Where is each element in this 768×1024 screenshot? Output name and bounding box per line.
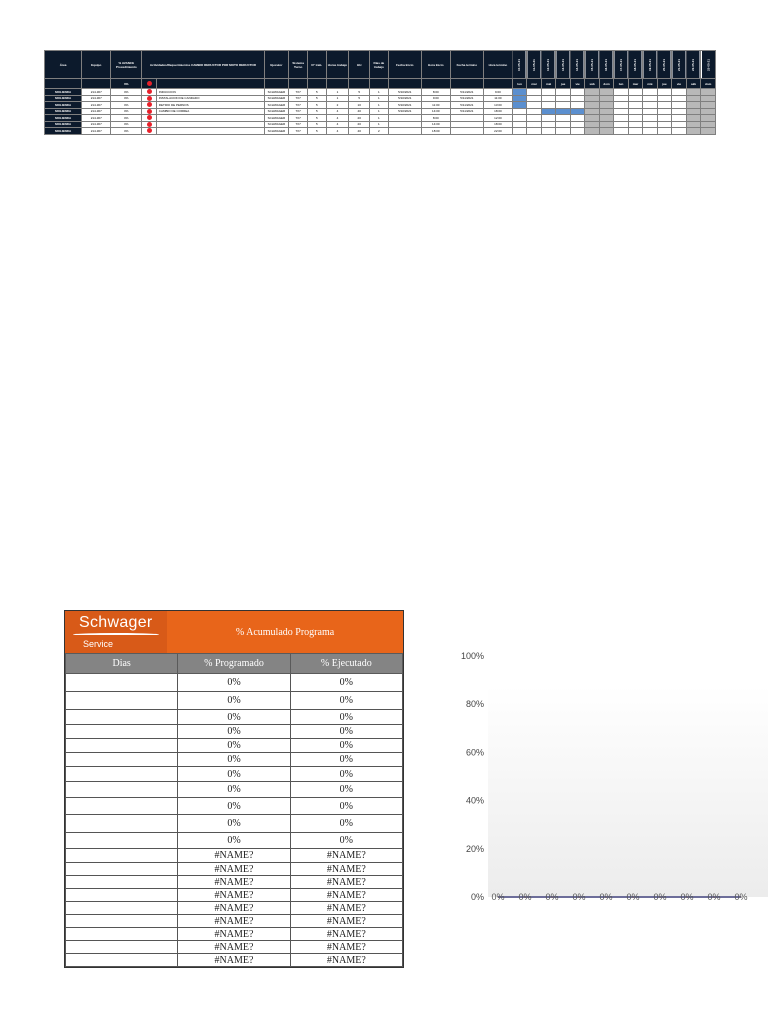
gantt-date-0: 10-05-21 — [512, 51, 526, 79]
gantt-cell-area: MOLIENDA — [45, 89, 82, 96]
acumulado-chart — [440, 640, 768, 910]
status-dot-icon — [147, 109, 152, 114]
y-tick-label: 80% — [465, 699, 484, 710]
gantt-cell-ft: 5/11/2021 — [450, 95, 483, 102]
acumulado-cell — [66, 863, 178, 876]
gantt-cell-ht: 18:00 — [483, 108, 512, 115]
acumulado-cell: 0% — [178, 767, 290, 782]
status-dot-icon — [147, 122, 152, 127]
gantt-cell-hi: 14:00 — [421, 108, 450, 115]
acumulado-row — [66, 815, 403, 833]
gantt-cell-hh: 5 — [349, 89, 370, 96]
gantt-row — [45, 128, 716, 135]
gantt-day-cell — [585, 128, 599, 135]
gantt-weekday-4: vie — [570, 79, 584, 89]
gantt-cell-hi: 8:00 — [421, 89, 450, 96]
data-label: 0% — [653, 892, 667, 902]
data-label: 0% — [680, 892, 694, 902]
acumulado-row — [66, 753, 403, 767]
acumulado-cell: #NAME? — [290, 915, 402, 928]
gantt-day-cell — [512, 128, 526, 135]
col-programado: % Programado — [178, 654, 290, 674]
gantt-cell-pct: 0% — [111, 95, 142, 102]
gantt-date-13: 23-05-21 — [701, 51, 716, 79]
gantt-cell-turno: 7X7 — [289, 102, 308, 109]
gantt-date-10: 20-05-21 — [657, 51, 671, 79]
acumulado-cell — [66, 941, 178, 954]
acumulado-cell — [66, 767, 178, 782]
acumulado-cell — [66, 815, 178, 833]
acumulado-cell: 0% — [178, 674, 290, 692]
acumulado-cell — [66, 889, 178, 902]
gantt-cell-ejec: SCHWAGER — [264, 108, 289, 115]
acumulado-cell: #NAME? — [178, 915, 290, 928]
acumulado-cell: #NAME? — [290, 849, 402, 863]
acumulado-cell: #NAME? — [290, 954, 402, 967]
gantt-cell-area: MOLIENDA — [45, 108, 82, 115]
acumulado-row — [66, 739, 403, 753]
gantt-day-cell — [570, 128, 584, 135]
acumulado-cell: 0% — [178, 753, 290, 767]
gantt-cell-area: MOLIENDA — [45, 121, 82, 128]
acumulado-cell: 0% — [178, 798, 290, 815]
gantt-cell-dias: 2 — [370, 128, 389, 135]
gantt-cell-ht: 11:00 — [483, 95, 512, 102]
gantt-date-8: 18-05-21 — [628, 51, 642, 79]
acumulado-title: % Acumulado Programa — [167, 611, 403, 653]
gantt-cell-turno: 7X7 — [289, 95, 308, 102]
data-label: 0% — [491, 892, 505, 902]
acumulado-row — [66, 833, 403, 849]
gantt-cell-ntrab: 5 — [307, 128, 326, 135]
data-label: 0% — [572, 892, 586, 902]
acumulado-row — [66, 889, 403, 902]
acumulado-cell — [66, 782, 178, 798]
acumulado-row — [66, 798, 403, 815]
gantt-day-cell — [541, 128, 555, 135]
gantt-cell-ht: 13:00 — [483, 102, 512, 109]
acumulado-cell: 0% — [290, 710, 402, 725]
gantt-header-8: HH — [349, 51, 370, 79]
acumulado-cell: 0% — [290, 753, 402, 767]
gantt-cell-dias: 1 — [370, 95, 389, 102]
gantt-cell-ejec: SCHWAGER — [264, 102, 289, 109]
gantt-day-cell — [614, 128, 628, 135]
gantt-header-6: N° trab. — [307, 51, 326, 79]
gantt-cell-ht: 12:00 — [483, 115, 512, 122]
gantt-cell-fi: 5/10/2021 — [388, 89, 421, 96]
data-label: 0% — [545, 892, 559, 902]
acumulado-cell — [66, 928, 178, 941]
gantt-cell-dias: 1 — [370, 89, 389, 96]
gantt-weekday-7: lun — [614, 79, 628, 89]
gantt-cell-horas: 4 — [326, 128, 349, 135]
gantt-cell-fi: 5/10/2021 — [388, 102, 421, 109]
gantt-date-2: 12-05-21 — [541, 51, 555, 79]
gantt-cell-dias: 1 — [370, 108, 389, 115]
gantt-date-5: 15-05-21 — [585, 51, 599, 79]
data-label: 0% — [707, 892, 721, 902]
y-tick-label: 0% — [470, 892, 484, 902]
gantt-cell-ntrab: 5 — [307, 89, 326, 96]
gantt-cell-fi: 5/10/2021 — [388, 95, 421, 102]
data-label: 0% — [626, 892, 640, 902]
gantt-cell-ntrab: 5 — [307, 108, 326, 115]
acumulado-row — [66, 863, 403, 876]
acumulado-cell: 0% — [290, 833, 402, 849]
gantt-cell-area: MOLIENDA — [45, 95, 82, 102]
gantt-cell-horas: 4 — [326, 115, 349, 122]
acumulado-cell — [66, 710, 178, 725]
gantt-date-6: 16-05-21 — [599, 51, 613, 79]
gantt-cell-fi: 5/10/2021 — [388, 108, 421, 115]
acumulado-cell: 0% — [178, 815, 290, 833]
gantt-cell-hi: 18:00 — [421, 128, 450, 135]
gantt-cell-turno: 7X7 — [289, 121, 308, 128]
acumulado-cell: 0% — [178, 782, 290, 798]
gantt-cell-hi: 8:00 — [421, 115, 450, 122]
gantt-cell-equipo: 214-307 — [82, 108, 111, 115]
acumulado-cell: #NAME? — [178, 941, 290, 954]
acumulado-cell — [66, 849, 178, 863]
gantt-cell-ejec: SCHWAGER — [264, 89, 289, 96]
acumulado-cell: #NAME? — [178, 889, 290, 902]
acumulado-row — [66, 674, 403, 692]
acumulado-row — [66, 941, 403, 954]
gantt-header-0: Área — [45, 51, 82, 79]
gantt-weekday-9: mié — [643, 79, 657, 89]
gantt-cell-turno: 7X7 — [289, 115, 308, 122]
gantt-cell-act: CAMBIO DE CORREA — [156, 108, 264, 115]
gantt-weekday-8: mar — [628, 79, 642, 89]
gantt-cell-hi: 9:00 — [421, 95, 450, 102]
acumulado-cell: 0% — [178, 692, 290, 710]
gantt-cell-ntrab: 5 — [307, 95, 326, 102]
y-tick-label: 40% — [465, 795, 484, 806]
acumulado-row — [66, 692, 403, 710]
acumulado-cell: #NAME? — [178, 954, 290, 967]
gantt-day-cell — [599, 128, 613, 135]
gantt-cell-equipo: 214-307 — [82, 95, 111, 102]
acumulado-row — [66, 725, 403, 739]
gantt-cell-ejec: SCHWAGER — [264, 121, 289, 128]
acumulado-row — [66, 767, 403, 782]
acumulado-cell — [66, 798, 178, 815]
gantt-weekday-13: dom — [701, 79, 716, 89]
acumulado-row — [66, 928, 403, 941]
y-tick-label: 100% — [460, 651, 484, 661]
acumulado-cell — [66, 902, 178, 915]
gantt-date-7: 17-05-21 — [614, 51, 628, 79]
gantt-weekday-0: lun — [512, 79, 526, 89]
gantt-cell-dias: 1 — [370, 115, 389, 122]
gantt-cell-horas: 2 — [326, 102, 349, 109]
gantt-cell-ejec: SCHWAGER — [264, 128, 289, 135]
gantt-weekday-12: sáb — [686, 79, 700, 89]
gantt-cell-pct: 0% — [111, 89, 142, 96]
acumulado-row — [66, 710, 403, 725]
acumulado-table — [64, 610, 404, 968]
acumulado-cell: 0% — [178, 739, 290, 753]
gantt-weekday-5: sáb — [585, 79, 599, 89]
acumulado-cell — [66, 915, 178, 928]
status-dot-icon — [147, 81, 152, 86]
acumulado-cell — [66, 833, 178, 849]
gantt-sheet — [44, 50, 716, 135]
gantt-header-13: Hora termino — [483, 51, 512, 79]
gantt-cell-act: INSTALACION DE CANDADO — [156, 95, 264, 102]
gantt-day-cell — [657, 128, 671, 135]
acumulado-cell: 0% — [290, 692, 402, 710]
gantt-weekday-2: mié — [541, 79, 555, 89]
acumulado-cell: 0% — [290, 815, 402, 833]
gantt-date-3: 13-05-21 — [556, 51, 570, 79]
gantt-header-1: Equipo — [82, 51, 111, 79]
gantt-day-cell — [686, 128, 700, 135]
gantt-cell-horas: 1 — [326, 95, 349, 102]
gantt-cell-ht: 9:00 — [483, 89, 512, 96]
gantt-header-4: Ejecutor — [264, 51, 289, 79]
gantt-date-9: 19-05-21 — [643, 51, 657, 79]
acumulado-cell: 0% — [290, 767, 402, 782]
col-dias: Dias — [66, 654, 178, 674]
acumulado-cell: #NAME? — [178, 849, 290, 863]
gantt-cell-pct: 0% — [111, 115, 142, 122]
gantt-cell-hh: 40 — [349, 108, 370, 115]
gantt-cell-equipo: 214-307 — [82, 89, 111, 96]
gantt-cell-pct: 0% — [111, 102, 142, 109]
gantt-day-cell — [556, 128, 570, 135]
gantt-cell-ejec: SCHWAGER — [264, 115, 289, 122]
acumulado-cell: #NAME? — [178, 876, 290, 889]
data-label: 0% — [734, 892, 748, 902]
gantt-cell-pct: 0% — [111, 128, 142, 135]
gantt-cell-act — [156, 128, 264, 135]
gantt-cell-ntrab: 5 — [307, 115, 326, 122]
data-label: 0% — [518, 892, 532, 902]
col-ejecutado: % Ejecutado — [290, 654, 402, 674]
schwager-logo: Schwager Service — [65, 611, 167, 653]
acumulado-row — [66, 849, 403, 863]
gantt-cell-hi: 11:00 — [421, 102, 450, 109]
gantt-cell-turno: 7X7 — [289, 128, 308, 135]
gantt-cell-horas: 4 — [326, 121, 349, 128]
gantt-cell-equipo: 214-307 — [82, 121, 111, 128]
acumulado-cell: #NAME? — [290, 902, 402, 915]
acumulado-banner — [65, 611, 403, 653]
status-dot-icon — [147, 115, 152, 120]
gantt-cell-hh: 5 — [349, 95, 370, 102]
acumulado-cell: 0% — [178, 833, 290, 849]
gantt-cell-ntrab: 5 — [307, 102, 326, 109]
gantt-day-cell — [672, 128, 686, 135]
gantt-header-9: Días de trabajo — [370, 51, 389, 79]
status-dot-icon — [147, 102, 152, 107]
acumulado-row — [66, 954, 403, 967]
acumulado-cell: #NAME? — [290, 941, 402, 954]
gantt-cell-pct: 0% — [111, 121, 142, 128]
y-tick-label: 60% — [465, 747, 484, 758]
status-dot-icon — [147, 96, 152, 101]
gantt-header-2: % AVANCE Procedimiento — [111, 51, 142, 79]
acumulado-cell: 0% — [290, 739, 402, 753]
gantt-weekday-10: jue — [657, 79, 671, 89]
gantt-cell-area: MOLIENDA — [45, 128, 82, 135]
gantt-cell-area: MOLIENDA — [45, 102, 82, 109]
gantt-weekday-1: mar — [527, 79, 541, 89]
gantt-cell-equipo: 214-307 — [82, 102, 111, 109]
acumulado-row — [66, 902, 403, 915]
plot-area — [488, 686, 768, 897]
gantt-header-11: Hora Inicio — [421, 51, 450, 79]
gantt-weekday-11: vie — [672, 79, 686, 89]
gantt-cell-ft: 5/11/2021 — [450, 102, 483, 109]
gantt-day-cell — [701, 128, 716, 135]
gantt-date-11: 21-05-21 — [672, 51, 686, 79]
acumulado-cell: #NAME? — [290, 889, 402, 902]
gantt-date-4: 14-05-21 — [570, 51, 584, 79]
acumulado-cell: 0% — [178, 710, 290, 725]
gantt-cell-dias: 1 — [370, 102, 389, 109]
gantt-date-1: 11-05-21 — [527, 51, 541, 79]
acumulado-cell: 0% — [178, 725, 290, 739]
gantt-cell-act: RETIRO DE PERNOS — [156, 102, 264, 109]
acumulado-cell — [66, 954, 178, 967]
gantt-cell-ft: 5/11/2021 — [450, 108, 483, 115]
gantt-cell-area: MOLIENDA — [45, 115, 82, 122]
acumulado-cell: #NAME? — [290, 928, 402, 941]
gantt-cell-horas: 4 — [326, 108, 349, 115]
gantt-cell-pct: 0% — [111, 108, 142, 115]
gantt-header-7: Horas trabajo — [326, 51, 349, 79]
gantt-header-12: Fecha termino — [450, 51, 483, 79]
acumulado-row — [66, 876, 403, 889]
acumulado-cell: 0% — [290, 725, 402, 739]
gantt-cell-ht: 22:00 — [483, 128, 512, 135]
gantt-cell-act: INDUCCION — [156, 89, 264, 96]
gantt-weekday-6: dom — [599, 79, 613, 89]
gantt-cell-turno: 7X7 — [289, 108, 308, 115]
gantt-cell-ht: 18:00 — [483, 121, 512, 128]
gantt-cell-hh: 10 — [349, 102, 370, 109]
gantt-header-3: Actividades/Requerimientos CAMBIO REDUCTOR POR MOTO REDUCTOR — [142, 51, 264, 79]
acumulado-cell: 0% — [290, 782, 402, 798]
gantt-cell-fi — [388, 128, 421, 135]
acumulado-cell: #NAME? — [178, 902, 290, 915]
gantt-cell-equipo: 214-307 — [82, 128, 111, 135]
gantt-cell-ejec: SCHWAGER — [264, 95, 289, 102]
acumulado-cell — [66, 725, 178, 739]
gantt-cell-hh: 20 — [349, 121, 370, 128]
data-label: 0% — [599, 892, 613, 902]
gantt-weekday-3: jue — [556, 79, 570, 89]
gantt-cell-dias: 1 — [370, 121, 389, 128]
gantt-day-cell — [527, 128, 541, 135]
status-dot-icon — [147, 128, 152, 133]
acumulado-row — [66, 782, 403, 798]
gantt-date-12: 22-05-21 — [686, 51, 700, 79]
summary-pct: 0% — [111, 79, 142, 89]
acumulado-cell: #NAME? — [178, 863, 290, 876]
acumulado-cell: 0% — [290, 674, 402, 692]
y-tick-label: 20% — [465, 843, 484, 854]
gantt-cell-hh: 40 — [349, 128, 370, 135]
acumulado-cell — [66, 674, 178, 692]
acumulado-row — [66, 915, 403, 928]
gantt-cell-equipo: 214-307 — [82, 115, 111, 122]
gantt-cell-horas: 1 — [326, 89, 349, 96]
acumulado-cell — [66, 753, 178, 767]
gantt-header-10: Fecha Inicio — [388, 51, 421, 79]
gantt-cell-hi: 14:00 — [421, 121, 450, 128]
acumulado-cell — [66, 876, 178, 889]
status-dot-icon — [147, 89, 152, 94]
acumulado-cell: #NAME? — [178, 928, 290, 941]
gantt-cell-hh: 20 — [349, 115, 370, 122]
acumulado-cell — [66, 739, 178, 753]
gantt-cell-ft: 5/11/2021 — [450, 89, 483, 96]
acumulado-cell — [66, 692, 178, 710]
gantt-header-5: Sistema Turno — [289, 51, 308, 79]
acumulado-cell: #NAME? — [290, 876, 402, 889]
gantt-day-cell — [628, 128, 642, 135]
acumulado-cell: 0% — [290, 798, 402, 815]
gantt-cell-ft — [450, 128, 483, 135]
gantt-cell-turno: 7X7 — [289, 89, 308, 96]
gantt-day-cell — [643, 128, 657, 135]
acumulado-cell: #NAME? — [290, 863, 402, 876]
gantt-cell-ntrab: 5 — [307, 121, 326, 128]
